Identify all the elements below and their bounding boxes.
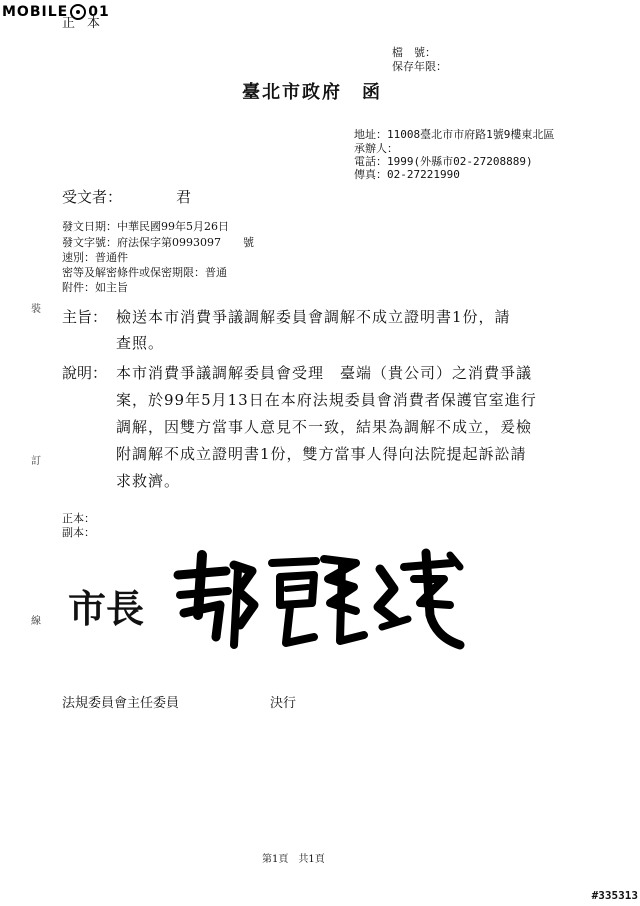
watermark-post-id: #335313 — [591, 889, 638, 902]
original-recipients: 正本： — [62, 512, 95, 525]
secrecy-level: 密等及解密條件或保密期限：普通 — [62, 266, 227, 279]
explanation-line: 附調解不成立證明書1份，雙方當事人得向法院提起訴訟請 — [116, 445, 527, 463]
binding-mark: 裝 — [31, 304, 41, 315]
phone: 電話：1999(外縣市02-27208889) — [354, 155, 533, 168]
attachment: 附件：如主旨 — [62, 281, 128, 294]
explanation-line: 本市消費爭議調解委員會受理 臺端（貴公司）之消費爭議 — [116, 364, 533, 382]
subject-line: 查照。 — [116, 334, 165, 352]
handler: 承辦人： — [354, 142, 398, 155]
copy-type-mark: 正本 — [62, 16, 113, 31]
explanation-line: 調解，因雙方當事人意見不一致，結果為調解不成立，爰檢 — [116, 418, 533, 436]
binding-mark: 訂 — [31, 456, 41, 467]
subject-label: 主旨： — [62, 308, 108, 326]
issue-number: 發文字號：府法保字第0993097 號 — [62, 236, 254, 249]
binding-mark: 線 — [31, 616, 41, 627]
explanation-label: 說明： — [62, 364, 108, 382]
mayor-signature — [168, 545, 468, 655]
explanation-line: 案，於99年5月13日在本府法規委員會消費者保護官室進行 — [116, 391, 537, 409]
explanation-line: 求救濟。 — [116, 472, 181, 490]
subject-line: 檢送本市消費爭議調解委員會調解不成立證明書1份，請 — [116, 308, 511, 326]
logo-text: MOBILE — [2, 4, 69, 20]
file-number-label: 檔 號： — [392, 46, 436, 59]
chair-decision: 決行 — [270, 696, 297, 711]
copy-recipients: 副本： — [62, 526, 95, 539]
page-number: 第1頁 共1頁 — [262, 854, 325, 865]
recipient-suffix: 君 — [176, 188, 192, 206]
mayor-title: 市長 — [68, 586, 145, 631]
address: 地址：11008臺北市市府路1號9樓東北區 — [354, 128, 555, 141]
agency-title: 臺北市政府 函 — [242, 82, 382, 103]
issue-date: 發文日期：中華民國99年5月26日 — [62, 220, 229, 233]
recipient-label: 受文者： — [62, 188, 123, 206]
delivery-speed: 速別：普通件 — [62, 251, 128, 264]
fax: 傳真：02-27221990 — [354, 168, 460, 181]
retention-label: 保存年限： — [392, 60, 447, 73]
chair-title: 法規委員會主任委員 — [62, 696, 180, 711]
logo-number: 01 — [88, 4, 110, 20]
